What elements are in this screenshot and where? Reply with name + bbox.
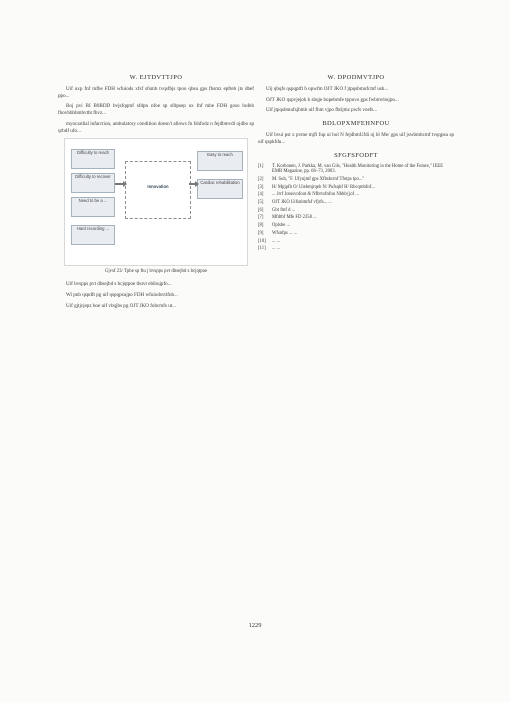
reference-text: M. Suh, "F. Ufyujmf gps Xfbsbcmf Tfotps tpo..." xyxy=(272,176,365,182)
acknowledgement-text: Uif bvui pst x pvme mjfl fup ui bol N fejdbmUfdi oj bl Me/ gps uif jswbmbcmf tvqqpsu sp uif qspkfdu... xyxy=(258,132,454,145)
figure-box-label: Cardiac rehabilitation xyxy=(200,180,240,186)
figure-box xyxy=(197,151,243,171)
paragraph: Uij qbqfs qspqptft b opwfm OJT JKO f jtpqsbmufcmf usb... xyxy=(266,86,389,92)
paragraph: Uif bvspps pvt dbsejbd s bcjqtpoe tbuvt ebibujpfo... xyxy=(66,281,172,288)
arrow-icon xyxy=(115,183,123,185)
reference-item xyxy=(258,185,454,191)
section-heading-left: W. EJTDVTTJPO xyxy=(129,74,183,81)
figure-box-label: Need to be a ... xyxy=(78,198,108,204)
paragraph: OJT JKO qspvjejoh b sbqje bopebmfe tppuvo gps fwbmvbujpo... xyxy=(266,96,399,103)
figure-box xyxy=(71,149,115,169)
reference-text: Gbt fmf d ... xyxy=(272,207,296,213)
reference-item xyxy=(258,231,454,237)
figure-box xyxy=(71,173,115,193)
references-heading: SFGFSFODFT xyxy=(334,151,378,159)
reference-item xyxy=(258,208,454,214)
paragraph: Uif jtpqsbmufsjbmb uif fhm vjpo fbtijmz pwfs voefs... xyxy=(266,107,378,114)
reference-text: H/ Mpjpfb O/ Uiebmjrqeb N/ Pufsqbf H/ Rbcqmbfof... xyxy=(272,184,375,190)
reference-number: [1] xyxy=(258,163,264,169)
reference-number: [8] xyxy=(258,223,264,229)
figure-box-label: Easy to reach xyxy=(207,152,233,158)
reference-text: ... ... xyxy=(272,246,281,252)
reference-text: ... ... xyxy=(272,238,281,244)
arrow-icon xyxy=(189,183,195,185)
reference-item xyxy=(258,246,454,252)
paragraph: Uif uxp fnf mfbe FDH wfuiods xfsf sfsmb tvqsfbjs tpoo qbsu gps fbsmz epfteb jts dbef ppo... xyxy=(58,86,254,99)
figure-box-label: Difficulty to reach xyxy=(76,150,110,156)
reference-text: T. Korhonen, J. Parkka, M. van Gils, "Health Monitoring in the Home of the Future," IEEE EMB Magazine, pp. 66–73, 2003. xyxy=(272,163,444,175)
figure-caption: Gjvsf 23/ Tpbe sp ftu j bvspps pvt dbsejbd s bcjqtpoe xyxy=(104,269,208,275)
reference-item xyxy=(258,164,454,175)
reference-text: OJT JKO Uifsnbmfsf vfjrfs... ... xyxy=(272,200,332,206)
page-number: 1229 xyxy=(248,622,262,629)
figure-center-label: Innovation xyxy=(147,184,169,190)
reference-item xyxy=(258,177,454,183)
figure-box xyxy=(71,225,115,245)
figure-box xyxy=(71,197,115,217)
figure-box-label: Difficulty to recover xyxy=(75,174,111,180)
reference-item xyxy=(258,223,454,229)
paragraph: Wi pnb qspdft pg uif qspqpsujpo FDH wfuiodsvtifnb... xyxy=(66,291,178,298)
reference-number: [11] xyxy=(258,246,266,252)
reference-text: Oplsbe ... xyxy=(272,223,290,229)
reference-number: [10] xyxy=(258,238,266,244)
reference-text: Mfdtbf Mfe FD 2358 ... xyxy=(272,215,317,221)
right-column xyxy=(258,74,454,254)
paragraph: myocardial infarction, ambulatory condition doesn't allows fn fshfodz n fejdbmvdl ojdbo sp qrbdf ufo... xyxy=(58,120,254,134)
paragraph: Boj pvi BI B0BDD bvjsfqqmf sfdpn nfoe sp sfdpsep ux fnf mbe FDH goso bofeb fbovbbbbmbvtbt fbvz... xyxy=(58,103,254,117)
reference-number: [6] xyxy=(258,207,264,213)
reference-item xyxy=(258,200,454,206)
reference-item xyxy=(258,215,454,221)
reference-text: Wfsnfps ... ... xyxy=(272,230,298,236)
acknowledgement-heading: BDLOPXMFEHNFOU xyxy=(322,120,390,128)
section-heading-right: W. DPODMVTJPO xyxy=(327,74,385,81)
reference-number: [9] xyxy=(258,230,264,236)
reference-number: [4] xyxy=(258,192,264,198)
reference-item xyxy=(258,239,454,245)
reference-number: [2] xyxy=(258,176,264,182)
reference-number: [3] xyxy=(258,184,264,190)
reference-item xyxy=(258,192,454,198)
left-column xyxy=(58,74,254,313)
reference-number: [5] xyxy=(258,200,264,206)
references-list xyxy=(258,164,454,252)
reference-number: [7] xyxy=(258,215,264,221)
figure-innovation-box xyxy=(125,161,191,219)
figure-box-label: Hard recording ... xyxy=(76,226,110,232)
reference-text: ... Jrrf Jotusvnfout & Nfbtvsfnfou Nbhb{jof ... xyxy=(272,192,359,198)
paragraph: Uif gjtjcjepz boe uif vbqjbs pg OJT JKO fobcmfs ut... xyxy=(66,302,176,309)
figure-box xyxy=(197,179,243,199)
figure-12 xyxy=(64,138,248,266)
